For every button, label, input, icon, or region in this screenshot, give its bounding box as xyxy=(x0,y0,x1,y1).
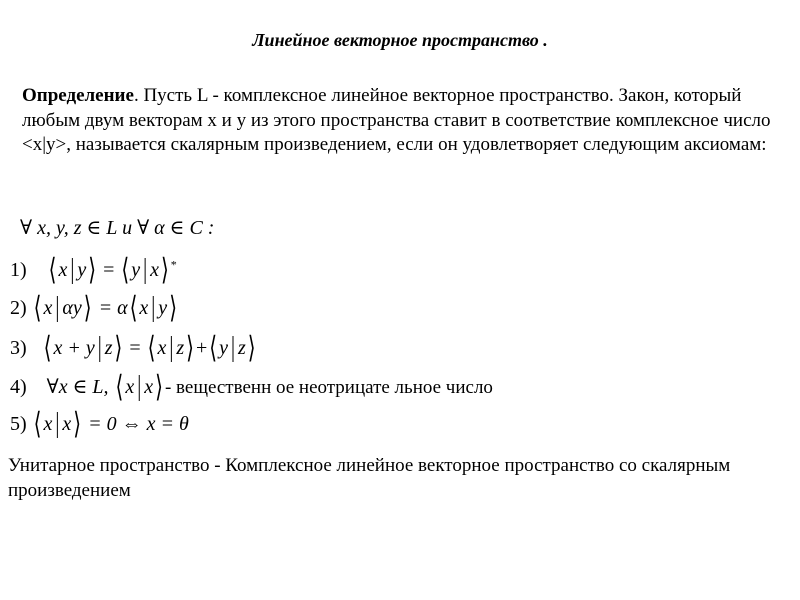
bra-vector: x + y xyxy=(53,337,95,359)
axiom-number: 2) xyxy=(10,297,27,319)
bra-vector: x xyxy=(43,413,53,435)
equals-sign: = xyxy=(129,337,141,359)
bra-vector: x xyxy=(157,337,167,359)
conjugate-star: * xyxy=(170,257,177,272)
ket-vector: z xyxy=(237,337,246,359)
ket-vector: z xyxy=(104,337,113,359)
bra-vector: x xyxy=(139,297,149,319)
bra-vector: x xyxy=(58,259,68,281)
axiom-2: 2) ⟨ x | αy ⟩ = α ⟨ x | y ⟩ xyxy=(10,291,177,325)
ket-vector: x xyxy=(144,376,154,398)
axiom-4: 4) ∀x ∈ L, ⟨ x | x ⟩ - вещественн ое неотрицате льное число xyxy=(10,370,493,404)
bra-vector: x xyxy=(43,297,53,319)
slide-title: Линейное векторное пространство . xyxy=(252,30,548,50)
bra-vector: x xyxy=(125,376,135,398)
unitary-space-definition: Унитарное пространство - Комплексное линейное векторное пространство со скалярным произведением xyxy=(8,455,731,501)
definition-paragraph xyxy=(22,84,782,158)
axiom-3: 3) ⟨ x + y | z ⟩ = ⟨ x | z ⟩ + ⟨ y | z ⟩ xyxy=(10,331,256,365)
ket-vector: x xyxy=(62,413,72,435)
equals-alpha: = α xyxy=(98,297,128,319)
equals-sign: = xyxy=(103,259,115,281)
ket-vector: z xyxy=(176,337,185,359)
definition-label: Определение xyxy=(22,85,134,106)
ket-vector: y xyxy=(77,259,87,281)
definition-text: . Пусть L - комплексное линейное векторное пространство. Закон, который любым двум векторам х и у из этого пространства ставит в соответствие комплексное число <x|y>, называется скалярным произведением, если он удовлетворяет следующим аксиомам: xyxy=(22,85,771,155)
axiom-1: 1) ⟨ x | y ⟩ = ⟨ y | x ⟩ * xyxy=(10,253,177,287)
ket-vector: y xyxy=(158,297,168,319)
axiom-5-tail: = 0 ⇔ x = θ xyxy=(88,413,189,435)
plus-sign: + xyxy=(195,337,208,359)
axiom-number: 4) xyxy=(10,376,27,398)
quantifier-formula: ∀ x, y, z ∈ L и ∀ α ∈ C : xyxy=(20,217,215,239)
axiom-number: 1) xyxy=(10,259,27,281)
ket-vector: x xyxy=(150,259,159,281)
ket-vector: αy xyxy=(62,297,82,319)
bra-vector: y xyxy=(131,259,141,281)
axiom-5: 5) ⟨ x | x ⟩ = 0 ⇔ x = θ xyxy=(10,407,189,441)
axiom-number: 3) xyxy=(10,337,27,359)
bra-vector: y xyxy=(219,337,228,359)
axiom-number: 5) xyxy=(10,413,27,435)
forall-x-in-L: ∀x ∈ L, xyxy=(46,376,109,398)
axiom-4-text: - вещественн ое неотрицате льное число xyxy=(164,377,493,398)
